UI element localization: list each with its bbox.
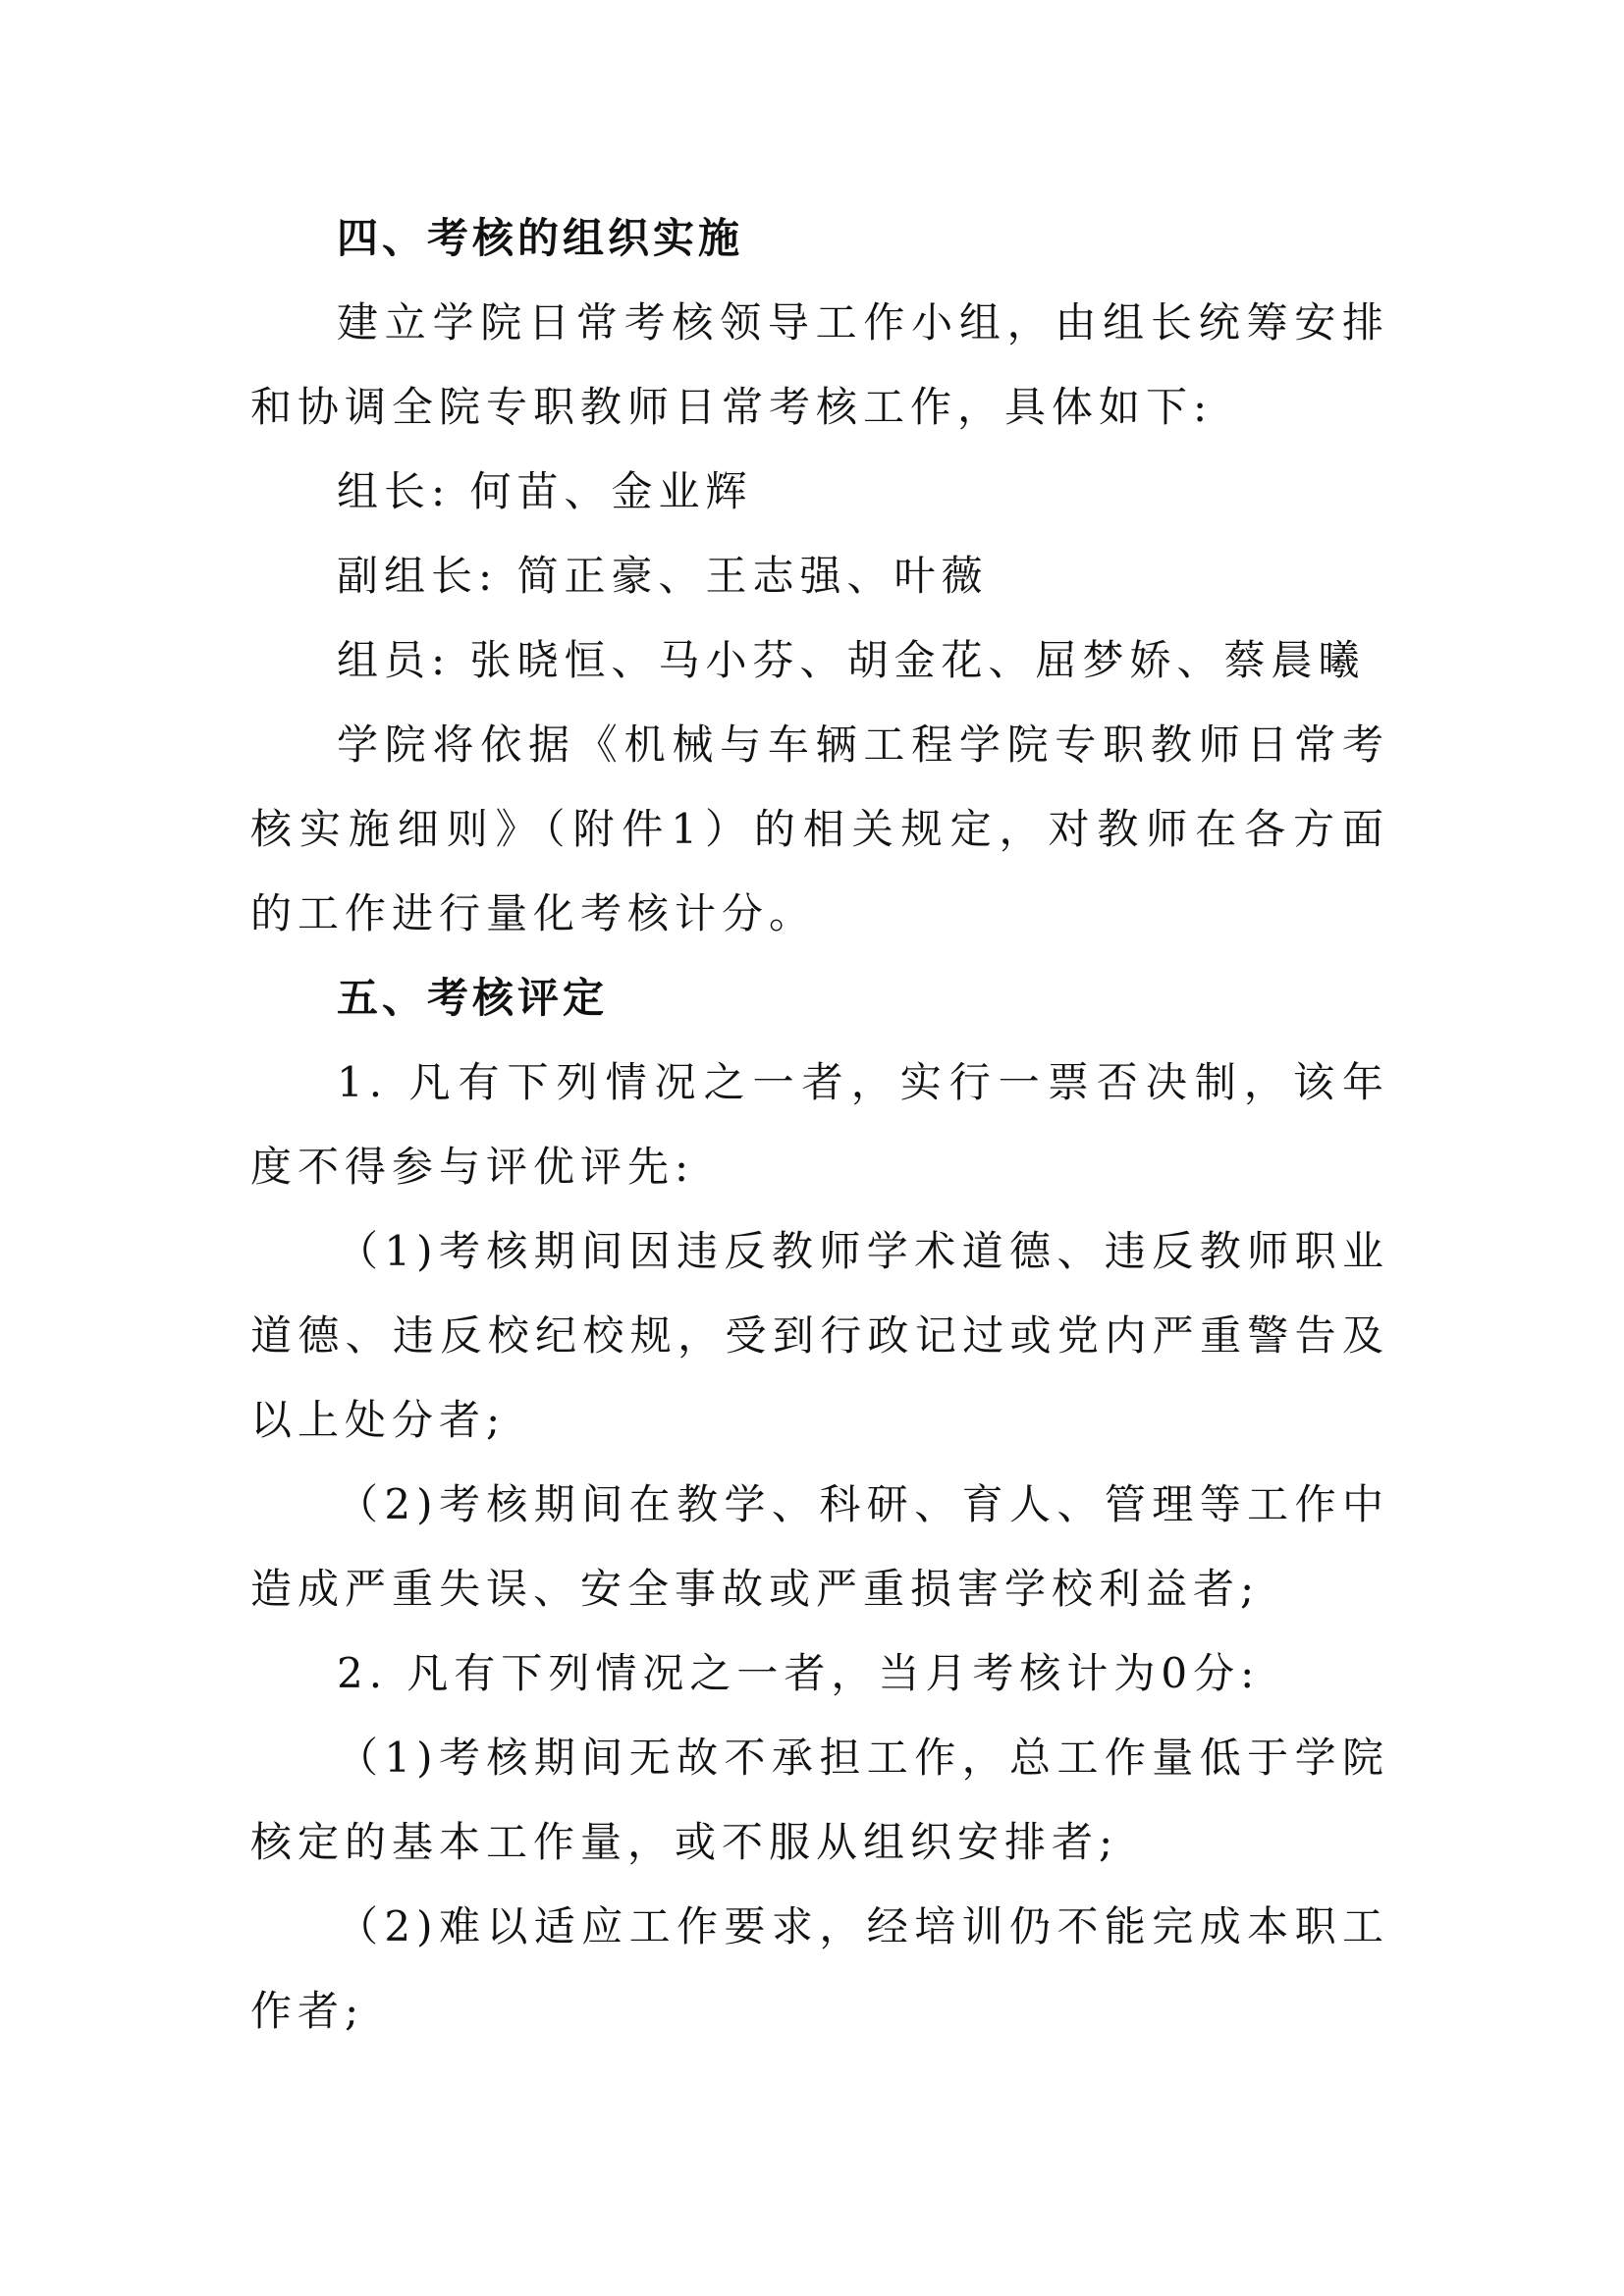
item-2-2: （2)难以适应工作要求，经培训仍不能完成本职工作者;: [250, 1902, 1389, 2035]
item-2: 2. 凡有下列情况之一者，当月考核计为0分:: [337, 1649, 1261, 1697]
item-1: 1. 凡有下列情况之一者，实行一票否决制，该年度不得参与评优评先:: [250, 1058, 1389, 1191]
deputies-line: 副组长: 简正豪、王志强、叶薇: [337, 552, 989, 600]
members-line: 组员: 张晓恒、马小芬、胡金花、屈梦娇、蔡晨曦: [337, 636, 1366, 684]
basis-paragraph: 学院将依据《机械与车辆工程学院专职教师日常考核实施细则》（附件1）的相关规定，对教师在各方面的工作进行量化考核计分。: [250, 721, 1389, 937]
section-5-heading: 五、考核评定: [337, 974, 609, 1022]
item-2-1: （1)考核期间无故不承担工作，总工作量低于学院核定的基本工作量，或不服从组织安排者;: [250, 1734, 1389, 1866]
item-1-2: （2)考核期间在教学、科研、育人、管理等工作中造成严重失误、安全事故或严重损害学校利益者;: [250, 1480, 1389, 1613]
section-4-heading: 四、考核的组织实施: [337, 214, 744, 262]
leaders-line: 组长: 何苗、金业辉: [337, 467, 753, 515]
item-1-1: （1)考核期间因违反教师学术道德、违反教师职业道德、违反校纪校规，受到行政记过或党内严重警告及以上处分者;: [250, 1227, 1389, 1444]
section-4-intro: 建立学院日常考核领导工作小组，由组长统筹安排和协调全院专职教师日常考核工作，具体如下:: [250, 298, 1389, 431]
